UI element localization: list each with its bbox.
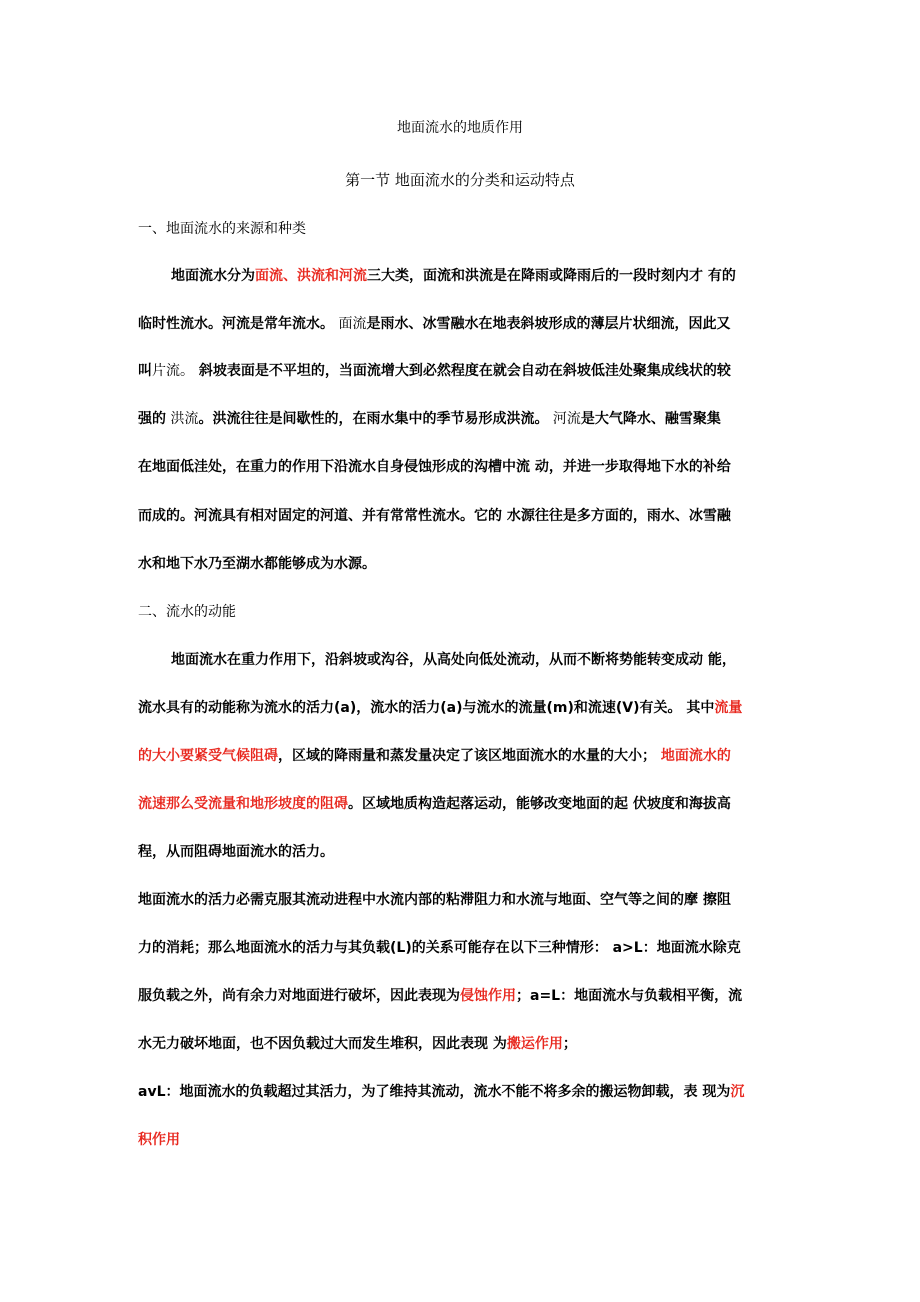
text: 是雨水、冰雪融水在地表斜坡形成的薄层片状细流，因此又 [366, 316, 731, 332]
heading-kinetic-energy: 二、流水的动能 [138, 604, 236, 620]
highlight-red: 流量 [714, 700, 743, 716]
text: 斜坡表面是不平坦的，当面流增大到必然程度在就会自动在斜坡低洼处聚集成线状的较 [194, 363, 731, 379]
para1-line6: 而成的。河流具有相对固定的河道、并有常常性流水。它的 水源往往是多方面的，雨水、冰雪融 [138, 508, 731, 524]
text: 片流。 [152, 363, 194, 379]
section-title: 第一节 地面流水的分类和运动特点 [345, 171, 575, 189]
para2-line3 [138, 745, 731, 765]
text: 三大类，面流和洪流是在降雨或降雨后的一段时刻内才 有的 [367, 268, 736, 284]
text: 服负载之外，尚有余力对地面进行破坏，因此表现为 [138, 988, 460, 1004]
para1-line4 [138, 408, 721, 428]
para3-line6: 积作用 [138, 1132, 180, 1148]
highlight-red: 沉 [730, 1084, 745, 1100]
para3-line2: 力的消耗；那么地面流水的活力与其负载(L)的关系可能存在以下三种情形： a>L：地面流水除克 [138, 940, 741, 956]
para2-line4 [138, 793, 731, 813]
text: 叫 [138, 363, 152, 379]
text: ； [562, 1036, 577, 1052]
text: 洪流 [166, 411, 199, 427]
para2-line1: 地面流水在重力作用下，沿斜坡或沟谷，从高处向低处流动，从而不断将势能转变成动 能， [171, 652, 736, 668]
text: ；a=L：地面流水与负载相平衡，流 [516, 988, 743, 1004]
highlight-red: 侵蚀作用 [460, 988, 516, 1004]
para1-line2 [138, 313, 730, 333]
heading-sources-and-types: 一、地面流水的来源和种类 [138, 221, 306, 237]
highlight-red: 流速那么受流量和地形坡度的阻碍 [138, 796, 348, 812]
text: 。洪流往往是间歇性的，在雨水集中的季节易形成洪流。 [198, 411, 549, 427]
text: ，区域的降雨量和蒸发量决定了该区地面流水的水量的大小； [278, 748, 656, 764]
para3-line1: 地面流水的活力必需克服其流动进程中水流内部的粘滞阻力和水流与地面、空气等之间的摩 擦阻 [138, 892, 731, 908]
para2-line2 [138, 697, 742, 717]
text: 水无力破坏地面，也不因负载过大而发生堆积，因此表现 为 [138, 1036, 507, 1052]
para3-line3 [138, 985, 742, 1005]
para1-line1 [171, 265, 736, 285]
para3-line5 [138, 1081, 744, 1101]
text: 面流 [334, 316, 367, 332]
text: 。区域地质构造起落运动，能够改变地面的起 伏坡度和海拔高 [348, 796, 731, 812]
para3-line4 [138, 1033, 577, 1053]
para1-line3 [138, 360, 731, 380]
highlight-red: 面流、洪流和河流 [255, 268, 367, 284]
para1-line5: 在地面低洼处，在重力的作用下沿流水自身侵蚀形成的沟槽中流 动，并进一步取得地下水的补给 [138, 459, 731, 475]
text: avL：地面流水的负载超过其活力，为了维持其流动，流水不能不将多余的搬运物卸载，表 现为 [138, 1084, 731, 1100]
text: 强的 [138, 411, 166, 427]
text: 地面流水分为 [171, 268, 255, 284]
text: 是大气降水、融雪聚集 [580, 411, 721, 427]
text: 临时性流水。河流是常年流水。 [138, 316, 334, 332]
highlight-red: 地面流水的 [656, 748, 731, 764]
text: 河流 [548, 411, 581, 427]
highlight-red: 的大小要紧受气候阻碍 [138, 748, 278, 764]
highlight-red: 搬运作用 [506, 1036, 563, 1052]
document-title: 地面流水的地质作用 [397, 120, 523, 136]
para2-line5: 程，从而阻碍地面流水的活力。 [138, 844, 334, 860]
text: 流水具有的动能称为流水的活力(a)，流水的活力(a)与流水的流量(m)和流速(V)有关。 其中 [138, 700, 715, 716]
para1-line7: 水和地下水乃至湖水都能够成为水源。 [138, 556, 376, 572]
